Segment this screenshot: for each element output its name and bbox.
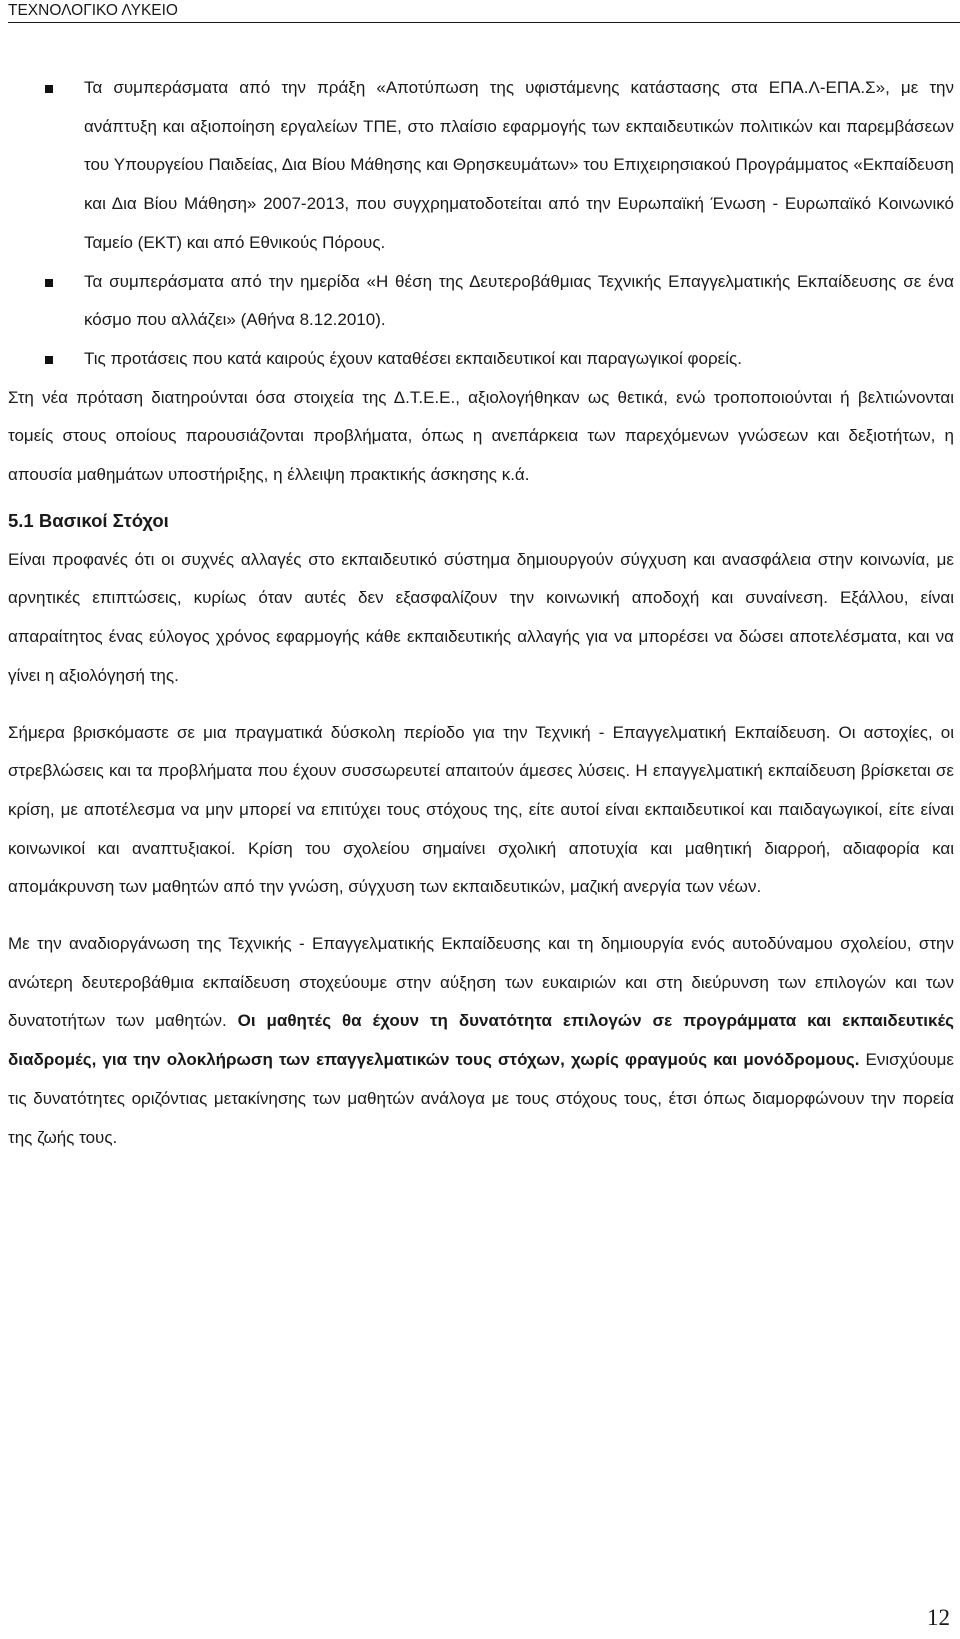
bullet-text: Τα συμπεράσματα από την ημερίδα «Η θέση της Δευτεροβάθμιας Τεχνικής Επαγγελματικής Εκπαίδευσης σε ένα κόσμο που αλλάζει» (Αθήνα 8.12.2010). xyxy=(84,271,954,330)
emphasized-text: Οι μαθητές θα έχουν τη δυνατότητα επιλογών σε προγράμματα και εκπαιδευτικές διαδρομές, για την ολοκλήρωση των επαγγελματικών τους στόχων, χωρίς φραγμούς και μονόδρομους. xyxy=(8,1011,954,1070)
bullet-item xyxy=(8,69,954,263)
bullet-list xyxy=(8,69,954,379)
square-bullet-icon xyxy=(45,356,53,364)
body-paragraph: Σήμερα βρισκόμαστε σε μια πραγματικά δύσκολη περίοδο για την Τεχνική - Επαγγελματική Εκπαίδευση. Οι αστοχίες, οι στρεβλώσεις και τα προβλήματα που έχουν συσσωρευτεί απαιτούν άμεσες λύσεις. Η επαγγελματική εκπαίδευση βρίσκεται σε κρίση, με αποτέλεσμα να μην μπορεί να επιτύχει τους στόχους της, είτε αυτοί είναι εκπαιδευτικοί και παιδαγωγικοί, είτε είναι κοινωνικοί και αναπτυξιακοί. Κρίση του σχολείου σημαίνει σχολική αποτυχία και μαθητική διαρροή, αδιαφορία και απομάκρυνση των μαθητών από την γνώση, σύγχυση των εκπαιδευτικών, μαζική ανεργία των νέων. xyxy=(8,722,954,897)
section-heading: 5.1 Βασικοί Στόχοι xyxy=(8,509,169,531)
bullet-item xyxy=(8,340,954,379)
page-body xyxy=(8,69,954,1157)
running-header: ΤΕΧΝΟΛΟΓΙΚΟ ΛΥΚΕΙΟ xyxy=(8,2,178,19)
bullet-text: Τα συμπεράσματα από την πράξη «Αποτύπωση της υφιστάμενης κατάστασης στα ΕΠΑ.Λ-ΕΠΑ.Σ», με την ανάπτυξη και αξιοποίηση εργαλείων ΤΠΕ, στο πλαίσιο εφαρμογής των εκπαιδευτικών πολιτικών και παρεμβάσεων του Υπουργείου Παιδείας, Δια Βίου Μάθησης και Θρησκευμάτων» του Επιχειρησιακού Προγράμματος «Εκπαίδευση και Δια Βίου Μάθηση» 2007-2013, που συγχρηματοδοτείται από την Ευρωπαϊκή Ένωση - Ευρωπαϊκό Κοινωνικό Ταμείο (ΕΚΤ) και από Εθνικούς Πόρους. xyxy=(84,78,954,252)
body-paragraph: Είναι προφανές ότι οι συχνές αλλαγές στο εκπαιδευτικό σύστημα δημιουργούν σύγχυση και ανασφάλεια στην κοινωνία, με αρνητικές επιπτώσεις, κυρίως όταν αυτές δεν εξασφαλίζουν την κοινωνική αποδοχή και συναίνεση. Εξάλλου, είναι απαραίτητος ένας εύλογος χρόνος εφαρμογής κάθε εκπαιδευτικής αλλαγής για να μπορέσει να δώσει αποτελέσματα, και να γίνει η αξιολόγησή της. xyxy=(8,549,954,685)
bullet-item xyxy=(8,263,954,340)
body-paragraph xyxy=(8,925,954,1157)
paragraph-text: Ενισχύουμε τις δυνατότητες οριζόντιας μετακίνησης των μαθητών ανάλογα με τους στόχους τους, έτσι όπως διαμορφώνουν την πορεία της ζωής τους. xyxy=(8,1050,954,1147)
body-paragraph: Στη νέα πρόταση διατηρούνται όσα στοιχεία της Δ.Τ.Ε.Ε., αξιολογήθηκαν ως θετικά, ενώ τροποποιούνται ή βελτιώνονται τομείς στους οποίους παρουσιάζονται προβλήματα, όπως η ανεπάρκεια των παρεχόμενων γνώσεων και δεξιοτήτων, η απουσία μαθημάτων υποστήριξης, η έλλειψη πρακτικής άσκησης κ.ά. xyxy=(8,387,954,485)
header-divider xyxy=(8,22,960,23)
page-number: 12 xyxy=(927,1605,950,1630)
square-bullet-icon xyxy=(45,85,53,93)
paragraph-text: Με την αναδιοργάνωση της Τεχνικής - Επαγγελματικής Εκπαίδευσης και τη δημιουργία ενός αυτοδύναμου σχολείου, στην ανώτερη δευτεροβάθμια εκπαίδευση στοχεύουμε στην αύξηση των ευκαιριών και στη διεύρυνση των επιλογών και των δυνατοτήτων των μαθητών. xyxy=(8,934,954,1031)
bullet-text: Τις προτάσεις που κατά καιρούς έχουν καταθέσει εκπαιδευτικοί και παραγωγικοί φορείς. xyxy=(84,348,742,368)
square-bullet-icon xyxy=(45,279,53,287)
